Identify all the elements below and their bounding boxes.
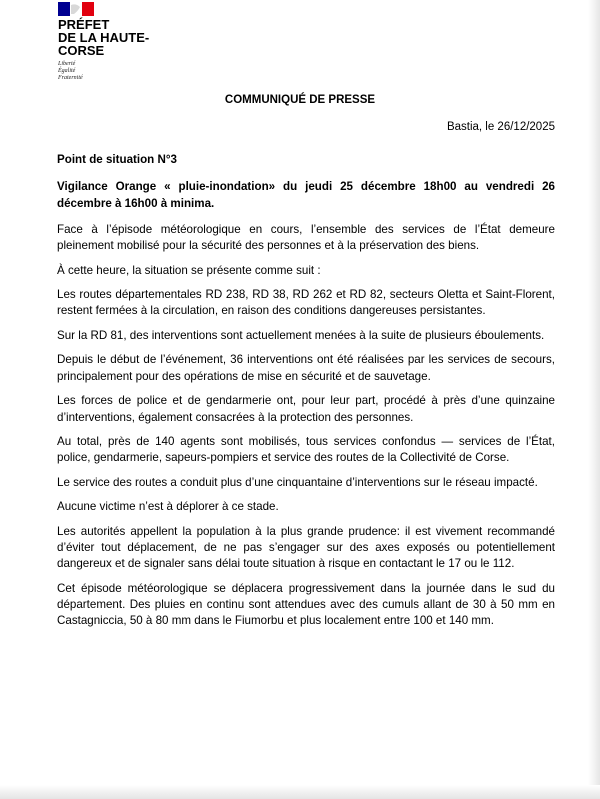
- prefecture-name-line: DE LA HAUTE-: [58, 30, 150, 45]
- body-paragraph: Les routes départementales RD 238, RD 38, RD 262 et RD 82, secteurs Oletta et Saint-Florent, restent fermées à la circulation, en raison des conditions dangereuses persistantes.: [57, 288, 555, 318]
- body-paragraph: Au total, près de 140 agents sont mobilisés, tous services confondus — services de l’État, police, gendarmerie, sapeurs-pompiers et service des routes de la Collectivité de Corse.: [57, 434, 555, 465]
- body-paragraph: Face à l’épisode météorologique en cours, l’ensemble des services de l’État demeure pleinement mobilisé pour la sécurité des personnes et à la préservation des biens.: [57, 222, 555, 253]
- body-paragraph: À cette heure, la situation se présente comme suit :: [57, 263, 321, 277]
- body-paragraph: Le service des routes a conduit plus d’une cinquantaine d’interventions sur le réseau impacté.: [57, 475, 538, 489]
- body-paragraph: Depuis le début de l’événement, 36 interventions ont été réalisées par les services de secours, principalement pour des opérations de mise en sécurité et de sauvetage.: [57, 353, 555, 383]
- prefecture-name: [58, 18, 178, 57]
- republic-motto: [58, 61, 118, 83]
- body-paragraph: Les autorités appellent la population à la plus grande prudence: il est vivement recommandé d’éviter tout déplacement, de ne pas s’engager sur des axes exposés ou potentiellement dangereux et de signaler sans délai toute situation à risque en contactant le 17 ou le 112.: [57, 524, 555, 571]
- body-paragraph: Cet épisode météorologique se déplacera progressivement dans la journée dans le sud du département. Des pluies en continu sont attendues avec des cumuls allant de 30 à 50 mm en Castagniccia, 50 à 80 mm dans le Fiumorbu et plus localement entre 100 et 140 mm.: [57, 581, 555, 628]
- body-paragraph: Sur la RD 81, des interventions sont actuellement menées à la suite de plusieurs éboulements.: [57, 328, 545, 342]
- page-edge-shadow: [588, 0, 600, 799]
- motto-line: Fraternité: [58, 75, 83, 82]
- prefecture-name-line: CORSE: [58, 43, 105, 58]
- date-line: Bastia, le 26/12/2025: [446, 121, 555, 133]
- prefecture-name-line: PRÉFET: [58, 17, 110, 32]
- document-title: COMMUNIQUÉ DE PRESSE: [224, 94, 376, 106]
- body-paragraph: Aucune victime n’est à déplorer à ce stade.: [57, 500, 279, 514]
- page-edge-shadow: [0, 785, 600, 799]
- document-body: [57, 152, 555, 638]
- body-paragraph: Les forces de police et de gendarmerie ont, pour leur part, procédé à près d’une quinzaine d’interventions, également consacrées à la protection des personnes.: [57, 394, 555, 424]
- motto-line: Liberté: [58, 61, 76, 67]
- motto-line: Égalité: [58, 68, 76, 75]
- situation-heading: Point de situation N°3: [57, 153, 177, 166]
- marianne-flag-icon: [58, 2, 94, 16]
- vigilance-notice: Vigilance Orange « pluie-inondation» du jeudi 25 décembre 18h00 au vendredi 26 décembre à 16h00 à minima.: [57, 180, 555, 210]
